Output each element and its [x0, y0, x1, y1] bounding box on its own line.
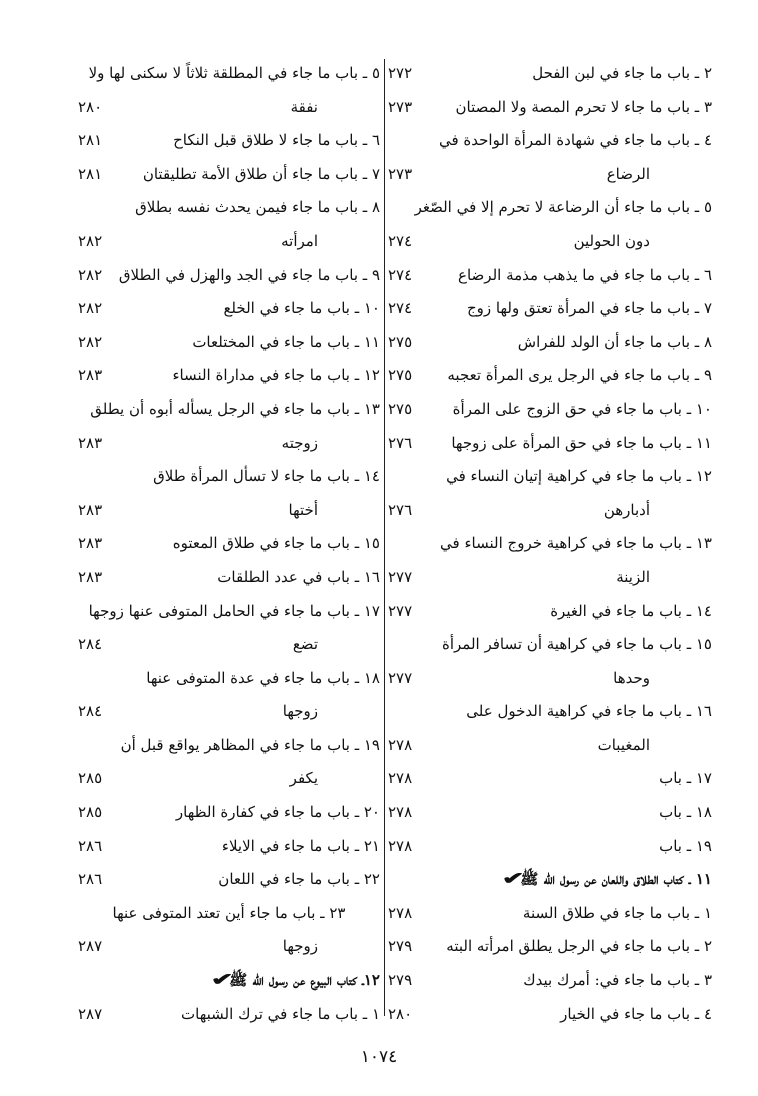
index-entry [78, 964, 380, 998]
entry-page-number: ٢٧٢ [388, 64, 413, 82]
index-entry [78, 124, 380, 158]
entry-title: ٥ ـ باب ما جاء أن الرضاعة لا تحرم إلا في الصّغر [414, 198, 712, 217]
index-entry [388, 729, 712, 763]
entry-page-number: ٢٨٠ [78, 97, 103, 116]
entry-title: ١١ ـ باب ما جاء في المختلعات [192, 332, 380, 351]
index-entry [78, 662, 380, 696]
entry-title: ٩ ـ باب ما جاء في الجد والهزل في الطلاق [118, 265, 380, 284]
index-entry [78, 897, 380, 931]
entry-page-number: ٢٨٠ [388, 1004, 413, 1023]
index-entry [388, 595, 712, 629]
entry-page-number: ٢٧٧ [388, 601, 413, 620]
index-entry [78, 595, 380, 629]
index-entry [388, 863, 712, 897]
entry-title: أختها [288, 500, 318, 519]
entry-title: ١٩ ـ باب [659, 836, 712, 855]
entry-page-number: ٢٨٢ [78, 231, 103, 250]
entry-page-number: ٢٧٦ [388, 433, 413, 452]
entry-title: ١٥ ـ باب ما جاء في كراهية أن تسافر المرأة [441, 635, 712, 654]
entry-title: زوجها [282, 702, 318, 721]
index-entry [388, 393, 712, 427]
entry-page-number: ٢٨٤ [78, 702, 103, 721]
index-entry [78, 158, 380, 192]
index-entry [78, 460, 380, 494]
entry-title: ١٨ ـ باب [659, 803, 712, 822]
index-entry [78, 762, 380, 796]
book-heading: ١١ ـ كتاب الطلاق واللعان عن رسول الله ﷺ [520, 870, 712, 889]
entry-title [502, 863, 712, 897]
index-entry [388, 830, 712, 864]
entry-title: نفقة [290, 97, 318, 116]
entry-title: ٧ ـ باب ما جاء في المرأة تعتق ولها زوج [466, 299, 712, 318]
index-entry [78, 729, 380, 763]
index-entry [388, 326, 712, 360]
index-entry [78, 830, 380, 864]
index-entry [388, 57, 712, 91]
entry-page-number: ٢٨٦ [78, 870, 103, 889]
entry-page-number: ٢٨٥ [78, 803, 103, 822]
index-entry [78, 191, 380, 225]
entry-title: ٢ ـ باب ما جاء في الرجل يطلق امرأته البته [446, 937, 712, 956]
index-entry [78, 359, 380, 393]
entry-page-number: ٢٧٣ [388, 97, 413, 116]
entry-page-number: ٢٧٨ [388, 769, 413, 788]
entry-title: الزينة [616, 567, 650, 586]
entry-title: الرضاع [606, 164, 650, 183]
entry-title: ١٩ ـ باب ما جاء في المظاهر يواقع قبل أن [120, 735, 380, 754]
index-entry [388, 494, 712, 528]
entry-title: ٩ ـ باب ما جاء في الرجل يرى المرأة تعجبه [447, 366, 712, 385]
entry-title: ٧ ـ باب ما جاء أن طلاق الأمة تطليقتان [142, 164, 380, 183]
entry-title: ٢٢ ـ باب ما جاء في اللعان [218, 870, 380, 889]
entry-page-number: ٢٧٣ [388, 164, 413, 183]
check-mark-icon: ✔ [501, 869, 525, 890]
index-entry [78, 695, 380, 729]
entry-page-number: ٢٧٧ [388, 567, 413, 586]
entry-title: ٥ ـ باب ما جاء في المطلقة ثلاثاً لا سكنى لها ولا [88, 64, 380, 82]
entry-title: ١١ ـ باب ما جاء في حق المرأة على زوجها [451, 433, 712, 452]
index-entry [78, 292, 380, 326]
entry-page-number: ٢٧٤ [388, 299, 413, 318]
index-entry [388, 561, 712, 595]
entry-title: ٢١ ـ باب ما جاء في الايلاء [221, 836, 380, 855]
entry-title: ٦ ـ باب ما جاء في ما يذهب مذمة الرضاع [458, 265, 712, 284]
entry-page-number: ٢٧٨ [388, 903, 413, 922]
entry-page-number: ٢٨٢ [78, 265, 103, 284]
right-column [388, 57, 712, 1031]
index-entry [78, 225, 380, 259]
index-entry [388, 292, 712, 326]
entry-title: المغيبات [597, 735, 650, 754]
entry-page-number: ٢٨٣ [78, 433, 103, 452]
check-mark-icon: ✔ [210, 970, 234, 991]
entry-title: امرأته [281, 231, 318, 250]
index-entry [388, 158, 712, 192]
entry-page-number: ٢٨٣ [78, 366, 103, 385]
entry-title: ٢٣ ـ باب ما جاء أين تعتد المتوفى عنها [112, 903, 346, 922]
entry-title: ١٢ ـ باب ما جاء في كراهية إتيان النساء في [446, 467, 712, 486]
entry-page-number: ٢٨٧ [78, 1004, 103, 1023]
index-entry [78, 527, 380, 561]
entry-title: ١٦ ـ باب في عدد الطلقات [217, 567, 380, 586]
index-entry [388, 191, 712, 225]
entry-title: ١٠ ـ باب ما جاء في الخلع [223, 299, 380, 318]
index-entry [388, 124, 712, 158]
entry-page-number: ٢٧٤ [388, 231, 413, 250]
entry-page-number: ٢٧٨ [388, 735, 413, 754]
entry-title: ١٤ ـ باب ما جاء في الغيرة [550, 601, 712, 620]
entry-title: ١٠ ـ باب ما جاء في حق الزوج على المرأة [452, 399, 712, 418]
index-entry [78, 561, 380, 595]
index-entry [78, 427, 380, 461]
entry-page-number: ٢٧٥ [388, 332, 413, 351]
entry-page-number: ٢٧٥ [388, 366, 413, 385]
entry-title: وحدها [613, 668, 650, 687]
column-divider [384, 59, 385, 1016]
index-entry [388, 897, 712, 931]
entry-page-number: ٢٧٨ [388, 836, 413, 855]
entry-page-number: ٢٨٣ [78, 534, 103, 553]
index-entry [388, 628, 712, 662]
entry-title: ١٣ ـ باب ما جاء في الرجل يسأله أبوه أن يطلق [90, 399, 380, 418]
entry-page-number: ٢٧٨ [388, 803, 413, 822]
entry-title: ٨ ـ باب ما جاء أن الولد للفراش [517, 332, 712, 351]
entry-page-number: ٢٨٧ [78, 937, 103, 956]
index-entry [78, 796, 380, 830]
entry-page-number: ٢٨٤ [78, 635, 103, 654]
entry-page-number: ٢٨٢ [78, 332, 103, 351]
entry-title: ٤ ـ باب ما جاء في الخيار [560, 1004, 712, 1023]
index-entry [78, 628, 380, 662]
entry-page-number: ٢٨١ [78, 164, 103, 183]
entry-title: ٨ ـ باب ما جاء فيمن يحدث نفسه بطلاق [135, 198, 380, 217]
entry-title: يكفر [289, 769, 318, 788]
entry-page-number: ٢٧٩ [388, 971, 413, 990]
index-entry [388, 427, 712, 461]
index-entry [78, 259, 380, 293]
entry-page-number: ٢٨٣ [78, 567, 103, 586]
entry-page-number: ٢٧٦ [388, 500, 413, 519]
index-entry [388, 796, 712, 830]
index-entry [78, 930, 380, 964]
index-entry [78, 91, 380, 125]
entry-title [211, 964, 380, 998]
index-entry [78, 494, 380, 528]
entry-page-number: ٢٨٥ [78, 769, 103, 788]
entry-title: ٢٠ ـ باب ما جاء في كفارة الظهار [175, 803, 380, 822]
index-entry [388, 998, 712, 1032]
entry-title: ٣ ـ باب ما جاء لا تحرم المصة ولا المصتان [455, 97, 712, 116]
index-entry [388, 359, 712, 393]
entry-title: ١ ـ باب ما جاء في ترك الشبهات [181, 1004, 380, 1023]
index-entry [78, 393, 380, 427]
index-entry [388, 91, 712, 125]
entry-page-number: ٢٨٣ [78, 500, 103, 519]
index-entry [388, 930, 712, 964]
entry-page-number: ٢٨١ [78, 131, 103, 150]
entry-title: ٢ ـ باب ما جاء في لبن الفحل [532, 64, 712, 82]
index-entry [388, 964, 712, 998]
index-entry [388, 225, 712, 259]
entry-title: زوجها [282, 937, 318, 956]
entry-title: تضع [292, 635, 318, 654]
index-entry [78, 57, 380, 91]
entry-page-number: ٢٧٤ [388, 265, 413, 284]
entry-title: ١٦ ـ باب ما جاء في كراهية الدخول على [466, 702, 712, 721]
entry-page-number: ٢٧٧ [388, 668, 413, 687]
entry-title: ٤ ـ باب ما جاء في شهادة المرأة الواحدة في [438, 131, 712, 150]
entry-title: ١ ـ باب ما جاء في طلاق السنة [522, 903, 712, 922]
entry-title: ١٥ ـ باب ما جاء في طلاق المعتوه [172, 534, 380, 553]
page-number: ١٠٧٤ [360, 1047, 398, 1067]
entry-page-number: ٢٧٥ [388, 399, 413, 418]
entry-title: أدبارهن [603, 500, 650, 519]
entry-title: ١٣ ـ باب ما جاء في كراهية خروج النساء في [440, 534, 712, 553]
book-heading: ١٢ـ كتاب البيوع عن رسول الله ﷺ [229, 971, 380, 990]
entry-page-number: ٢٨٦ [78, 836, 103, 855]
entry-title: ١٢ ـ باب ما جاء في مداراة النساء [172, 366, 380, 385]
entry-title: ١٧ ـ باب [659, 769, 712, 788]
entry-title: ٦ ـ باب ما جاء لا طلاق قبل النكاح [173, 131, 380, 150]
entry-title: ١٤ ـ باب ما جاء لا تسأل المرأة طلاق [153, 467, 380, 486]
left-column [78, 57, 380, 1031]
index-entry [388, 762, 712, 796]
index-entry [388, 527, 712, 561]
entry-title: زوجته [281, 433, 318, 452]
entry-title: ٣ ـ باب ما جاء في: أمرك بيدك [523, 971, 712, 990]
index-entry [78, 863, 380, 897]
index-entry [388, 662, 712, 696]
index-entry [388, 695, 712, 729]
index-entry [78, 998, 380, 1032]
entry-page-number: ٢٨٢ [78, 299, 103, 318]
index-entry [78, 326, 380, 360]
entry-title: ١٧ ـ باب ما جاء في الحامل المتوفى عنها زوجها [88, 601, 380, 620]
entry-title: دون الحولين [573, 231, 650, 250]
entry-title: ١٨ ـ باب ما جاء في عدة المتوفى عنها [146, 668, 380, 687]
index-entry [388, 460, 712, 494]
entry-page-number: ٢٧٩ [388, 937, 413, 956]
index-entry [388, 259, 712, 293]
